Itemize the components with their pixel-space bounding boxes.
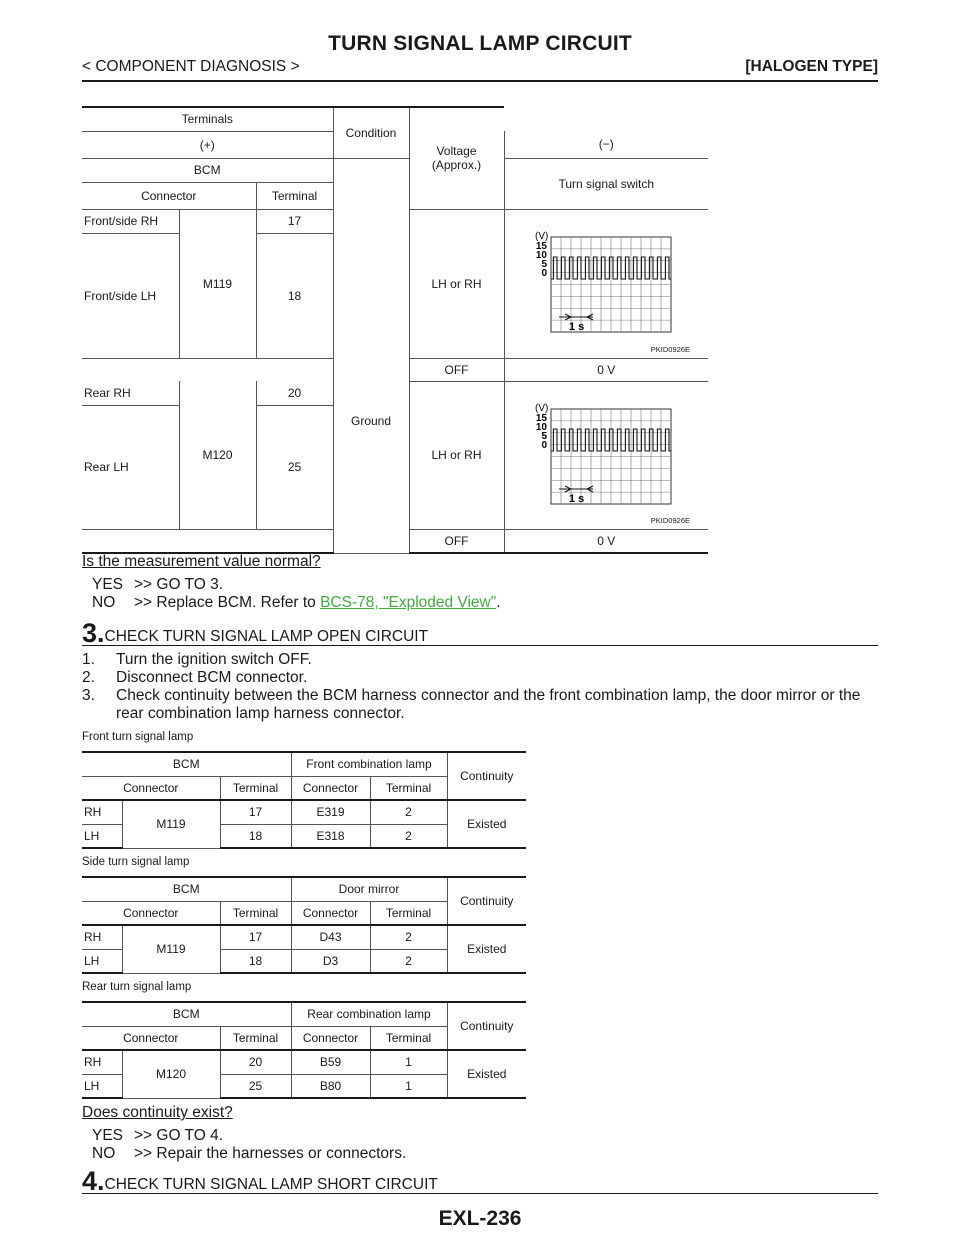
tick-label: 15	[536, 241, 548, 252]
continuity-table-side	[82, 876, 526, 974]
condition-lh-or-rh-rear: LH or RH	[409, 381, 504, 529]
side-rh: RH	[82, 1050, 122, 1074]
connector-header: Connector	[82, 182, 256, 209]
question-measurement: Is the measurement value normal?	[82, 553, 321, 570]
voltage-off: 0 V	[504, 358, 708, 381]
variant-label: [HALOGEN TYPE]	[745, 58, 878, 75]
answer-no-2	[92, 1145, 406, 1163]
plus-header: (+)	[82, 131, 333, 158]
waveform-cell-rear	[504, 381, 708, 529]
list-item	[82, 669, 878, 687]
waveform-ref-rear: PKID0926E	[650, 515, 690, 525]
voltage-header: Voltage (Approx.)	[409, 107, 504, 209]
target-terminal: 2	[370, 824, 447, 848]
tick-label: 0	[541, 268, 548, 279]
step-3-heading	[82, 618, 878, 646]
side-lh: LH	[82, 949, 122, 973]
row-rear-rh: Rear RH	[82, 381, 179, 405]
answer-no	[92, 594, 501, 612]
condition-header: Condition	[333, 107, 409, 158]
breadcrumb: < COMPONENT DIAGNOSIS >	[82, 58, 300, 75]
pulse-waveform-rear	[506, 384, 706, 524]
h-terminal: Terminal	[220, 1026, 291, 1050]
group-bcm: BCM	[82, 877, 291, 901]
caption-side: Side turn signal lamp	[82, 856, 190, 868]
h-terminal2: Terminal	[370, 776, 447, 800]
continuity-header: Continuity	[447, 752, 526, 800]
group-target: Rear combination lamp	[291, 1002, 447, 1026]
group-target: Front combination lamp	[291, 752, 447, 776]
turn-signal-switch-header: Turn signal switch	[504, 158, 708, 209]
terminal: 20	[220, 1050, 291, 1074]
yes-key: YES	[92, 576, 124, 593]
h-connector2: Connector	[291, 901, 370, 925]
continuity-table-front	[82, 751, 526, 849]
existed: Existed	[447, 800, 526, 848]
terminal-25: 25	[256, 405, 333, 529]
continuity-table-rear	[82, 1001, 526, 1099]
terminal-20: 20	[256, 381, 333, 405]
voltage-table	[82, 106, 708, 554]
h-connector2: Connector	[291, 776, 370, 800]
bcm-connector: M120	[122, 1050, 220, 1098]
step-title: CHECK TURN SIGNAL LAMP OPEN CIRCUIT	[104, 628, 429, 645]
terminals-header: Terminals	[82, 107, 333, 131]
row-rear-lh: Rear LH	[82, 405, 179, 529]
list-num: 3.	[82, 687, 95, 704]
unit-label: (V)	[535, 402, 549, 414]
terminal: 17	[220, 925, 291, 949]
list-num: 1.	[82, 651, 95, 668]
unit-label: (V)	[535, 231, 549, 242]
terminal: 18	[220, 949, 291, 973]
no-key: NO	[92, 594, 116, 611]
ground-cell: Ground	[333, 158, 409, 553]
list-text: Disconnect BCM connector.	[116, 669, 308, 686]
answer-yes	[92, 576, 223, 594]
no-key: NO	[92, 1145, 116, 1162]
step-3-list	[82, 651, 878, 723]
condition-off: OFF	[409, 358, 504, 381]
h-terminal: Terminal	[220, 901, 291, 925]
voltage-off-rear: 0 V	[504, 529, 708, 553]
header-rule	[82, 80, 878, 82]
target-terminal: 1	[370, 1074, 447, 1098]
waveform-cell-front	[504, 209, 708, 358]
side-lh: LH	[82, 824, 122, 848]
h-terminal: Terminal	[220, 776, 291, 800]
minus-header: (−)	[504, 131, 708, 158]
step-4-heading	[82, 1166, 878, 1194]
step-number: 4.	[82, 1166, 105, 1196]
connector-m120: M120	[179, 381, 256, 529]
list-item	[82, 651, 878, 669]
no-text: >> Replace BCM. Refer to	[134, 594, 321, 611]
target-terminal: 1	[370, 1050, 447, 1074]
target-connector: D43	[291, 925, 370, 949]
list-num: 2.	[82, 669, 95, 686]
yes-key: YES	[92, 1127, 124, 1144]
bcs-78-link[interactable]: BCS-78, "Exploded View"	[320, 594, 497, 611]
existed: Existed	[447, 925, 526, 973]
target-terminal: 2	[370, 800, 447, 824]
period-label: 1 s	[569, 492, 585, 505]
terminal-header: Terminal	[256, 182, 333, 209]
side-lh: LH	[82, 1074, 122, 1098]
condition-lh-or-rh: LH or RH	[409, 209, 504, 358]
page-number: EXL-236	[438, 1207, 522, 1230]
h-connector: Connector	[82, 1026, 220, 1050]
target-connector: D3	[291, 949, 370, 973]
target-connector: B59	[291, 1050, 370, 1074]
answer-yes-2	[92, 1127, 223, 1145]
side-rh: RH	[82, 925, 122, 949]
terminal-17: 17	[256, 209, 333, 233]
target-terminal: 2	[370, 949, 447, 973]
no-text: >> Repair the harnesses or connectors.	[134, 1145, 407, 1162]
h-connector: Connector	[82, 776, 220, 800]
list-item	[82, 687, 878, 723]
target-connector: B80	[291, 1074, 370, 1098]
h-terminal2: Terminal	[370, 1026, 447, 1050]
group-bcm: BCM	[82, 752, 291, 776]
row-front-side-rh: Front/side RH	[82, 209, 179, 233]
continuity-header: Continuity	[447, 1002, 526, 1050]
bcm-header: BCM	[82, 158, 333, 182]
side-rh: RH	[82, 800, 122, 824]
terminal-18: 18	[256, 233, 333, 358]
bcm-connector: M119	[122, 800, 220, 848]
connector-m119: M119	[179, 209, 256, 358]
period-label: 1 s	[569, 321, 585, 333]
filler-bottom	[82, 529, 333, 553]
existed: Existed	[447, 1050, 526, 1098]
h-terminal2: Terminal	[370, 901, 447, 925]
terminal: 18	[220, 824, 291, 848]
yes-text: >> GO TO 3.	[134, 576, 224, 593]
target-terminal: 2	[370, 925, 447, 949]
list-text: Turn the ignition switch OFF.	[116, 651, 312, 668]
bcm-connector: M119	[122, 925, 220, 973]
waveform-ref: PKID0926E	[650, 344, 690, 354]
no-end: .	[496, 594, 501, 611]
h-connector: Connector	[82, 901, 220, 925]
yes-text: >> GO TO 4.	[134, 1127, 224, 1144]
target-connector: E318	[291, 824, 370, 848]
tick-label: 5	[541, 259, 548, 270]
tick-label: 10	[536, 250, 548, 261]
step-title: CHECK TURN SIGNAL LAMP SHORT CIRCUIT	[104, 1176, 438, 1193]
group-bcm: BCM	[82, 1002, 291, 1026]
question-continuity: Does continuity exist?	[82, 1104, 233, 1121]
row-front-side-lh: Front/side LH	[82, 233, 179, 358]
target-connector: E319	[291, 800, 370, 824]
caption-rear: Rear turn signal lamp	[82, 981, 192, 993]
group-target: Door mirror	[291, 877, 447, 901]
filler	[82, 358, 333, 381]
page-title: TURN SIGNAL LAMP CIRCUIT	[328, 32, 632, 55]
page-header	[82, 30, 878, 82]
tick-label: 5	[541, 430, 548, 442]
pulse-waveform-front	[506, 212, 706, 352]
tick-label: 0	[541, 439, 548, 451]
terminal: 17	[220, 800, 291, 824]
list-text: Check continuity between the BCM harness connector and the front combination lamp, the door mirror or the rear combination lamp harness connector.	[116, 687, 861, 722]
tick-label: 10	[536, 421, 548, 433]
condition-off-rear: OFF	[409, 529, 504, 553]
step-number: 3.	[82, 618, 105, 648]
h-connector2: Connector	[291, 1026, 370, 1050]
terminal: 25	[220, 1074, 291, 1098]
caption-front: Front turn signal lamp	[82, 731, 194, 743]
tick-label: 15	[536, 412, 548, 424]
continuity-header: Continuity	[447, 877, 526, 925]
